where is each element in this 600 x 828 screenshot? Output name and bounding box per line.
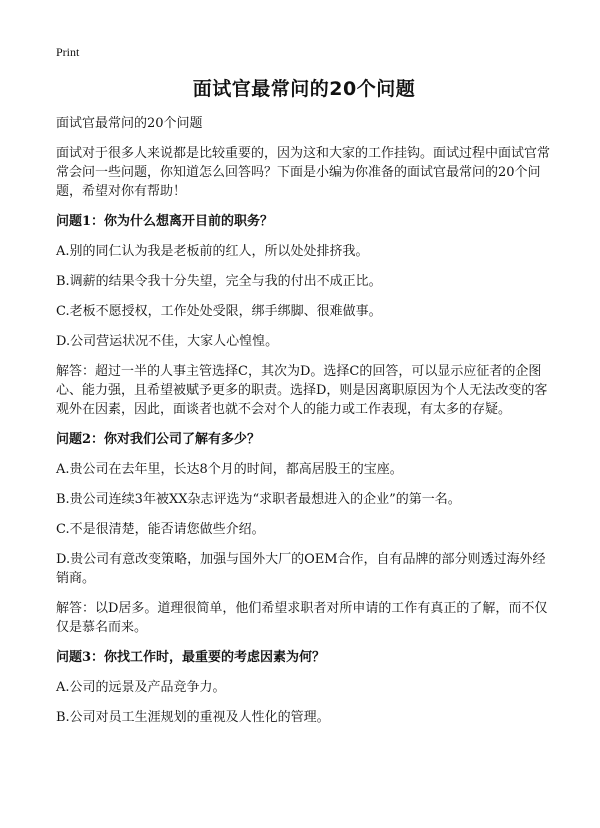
intro-paragraph: 面试对于很多人来说都是比较重要的，因为这和大家的工作挂钩。面试过程中面试官常常会问一些问题，你知道怎么回答吗？下面是小编为你准备的面试官最常问的20个问题，希望对你有帮助！	[56, 146, 551, 199]
answer-option: A.贵公司在去年里，长达8个月的时间，都高居股王的宝座。	[56, 462, 403, 477]
answer-option: C.老板不愿授权，工作处处受限，绑手绑脚、很难做事。	[56, 304, 382, 319]
question-heading: 问题3：你找工作时，最重要的考虑因素为何？	[56, 650, 326, 665]
document-subtitle: 面试官最常问的20个问题	[56, 116, 203, 131]
answer-option: C.不是很清楚，能否请您做些介绍。	[56, 522, 265, 537]
answer-option: D.公司营运状况不佳，大家人心惶惶。	[56, 334, 279, 349]
answer-option: A.公司的远景及产品竞争力。	[56, 680, 226, 695]
question-heading: 问题1：你为什么想离开目前的职务？	[56, 214, 274, 229]
answer-explanation: 解答：以D居多。道理很简单，他们希望求职者对所申请的工作有真正的了解，而不仅仅是慕名而来。	[56, 601, 548, 635]
question-heading: 问题2：你对我们公司了解有多少？	[56, 432, 261, 447]
answer-explanation: 解答：超过一半的人事主管选择C，其次为D。选择C的回答，可以显示应征者的企图心、能力强，且希望被赋予更多的职责。选择D，则是因离职原因为个人无法改变的客观外在因素，因此，面谈者也就不会对个人的能力或工作表现，有太多的存疑。	[56, 364, 548, 417]
print-link[interactable]: Print	[56, 45, 80, 59]
document-title: 面试官最常问的20个问题	[192, 78, 416, 100]
answer-option: B.调薪的结果令我十分失望，完全与我的付出不成正比。	[56, 274, 382, 289]
answer-option: A.别的同仁认为我是老板前的红人，所以处处排挤我。	[56, 244, 369, 259]
answer-option: D.贵公司有意改变策略，加强与国外大厂的OEM合作，自有品牌的部分则透过海外经销商。	[56, 552, 546, 586]
answer-option: B.公司对员工生涯规划的重视及人性化的管理。	[56, 710, 330, 725]
answer-option: B.贵公司连续3年被XX杂志评选为“求职者最想进入的企业”的第一名。	[56, 492, 461, 507]
